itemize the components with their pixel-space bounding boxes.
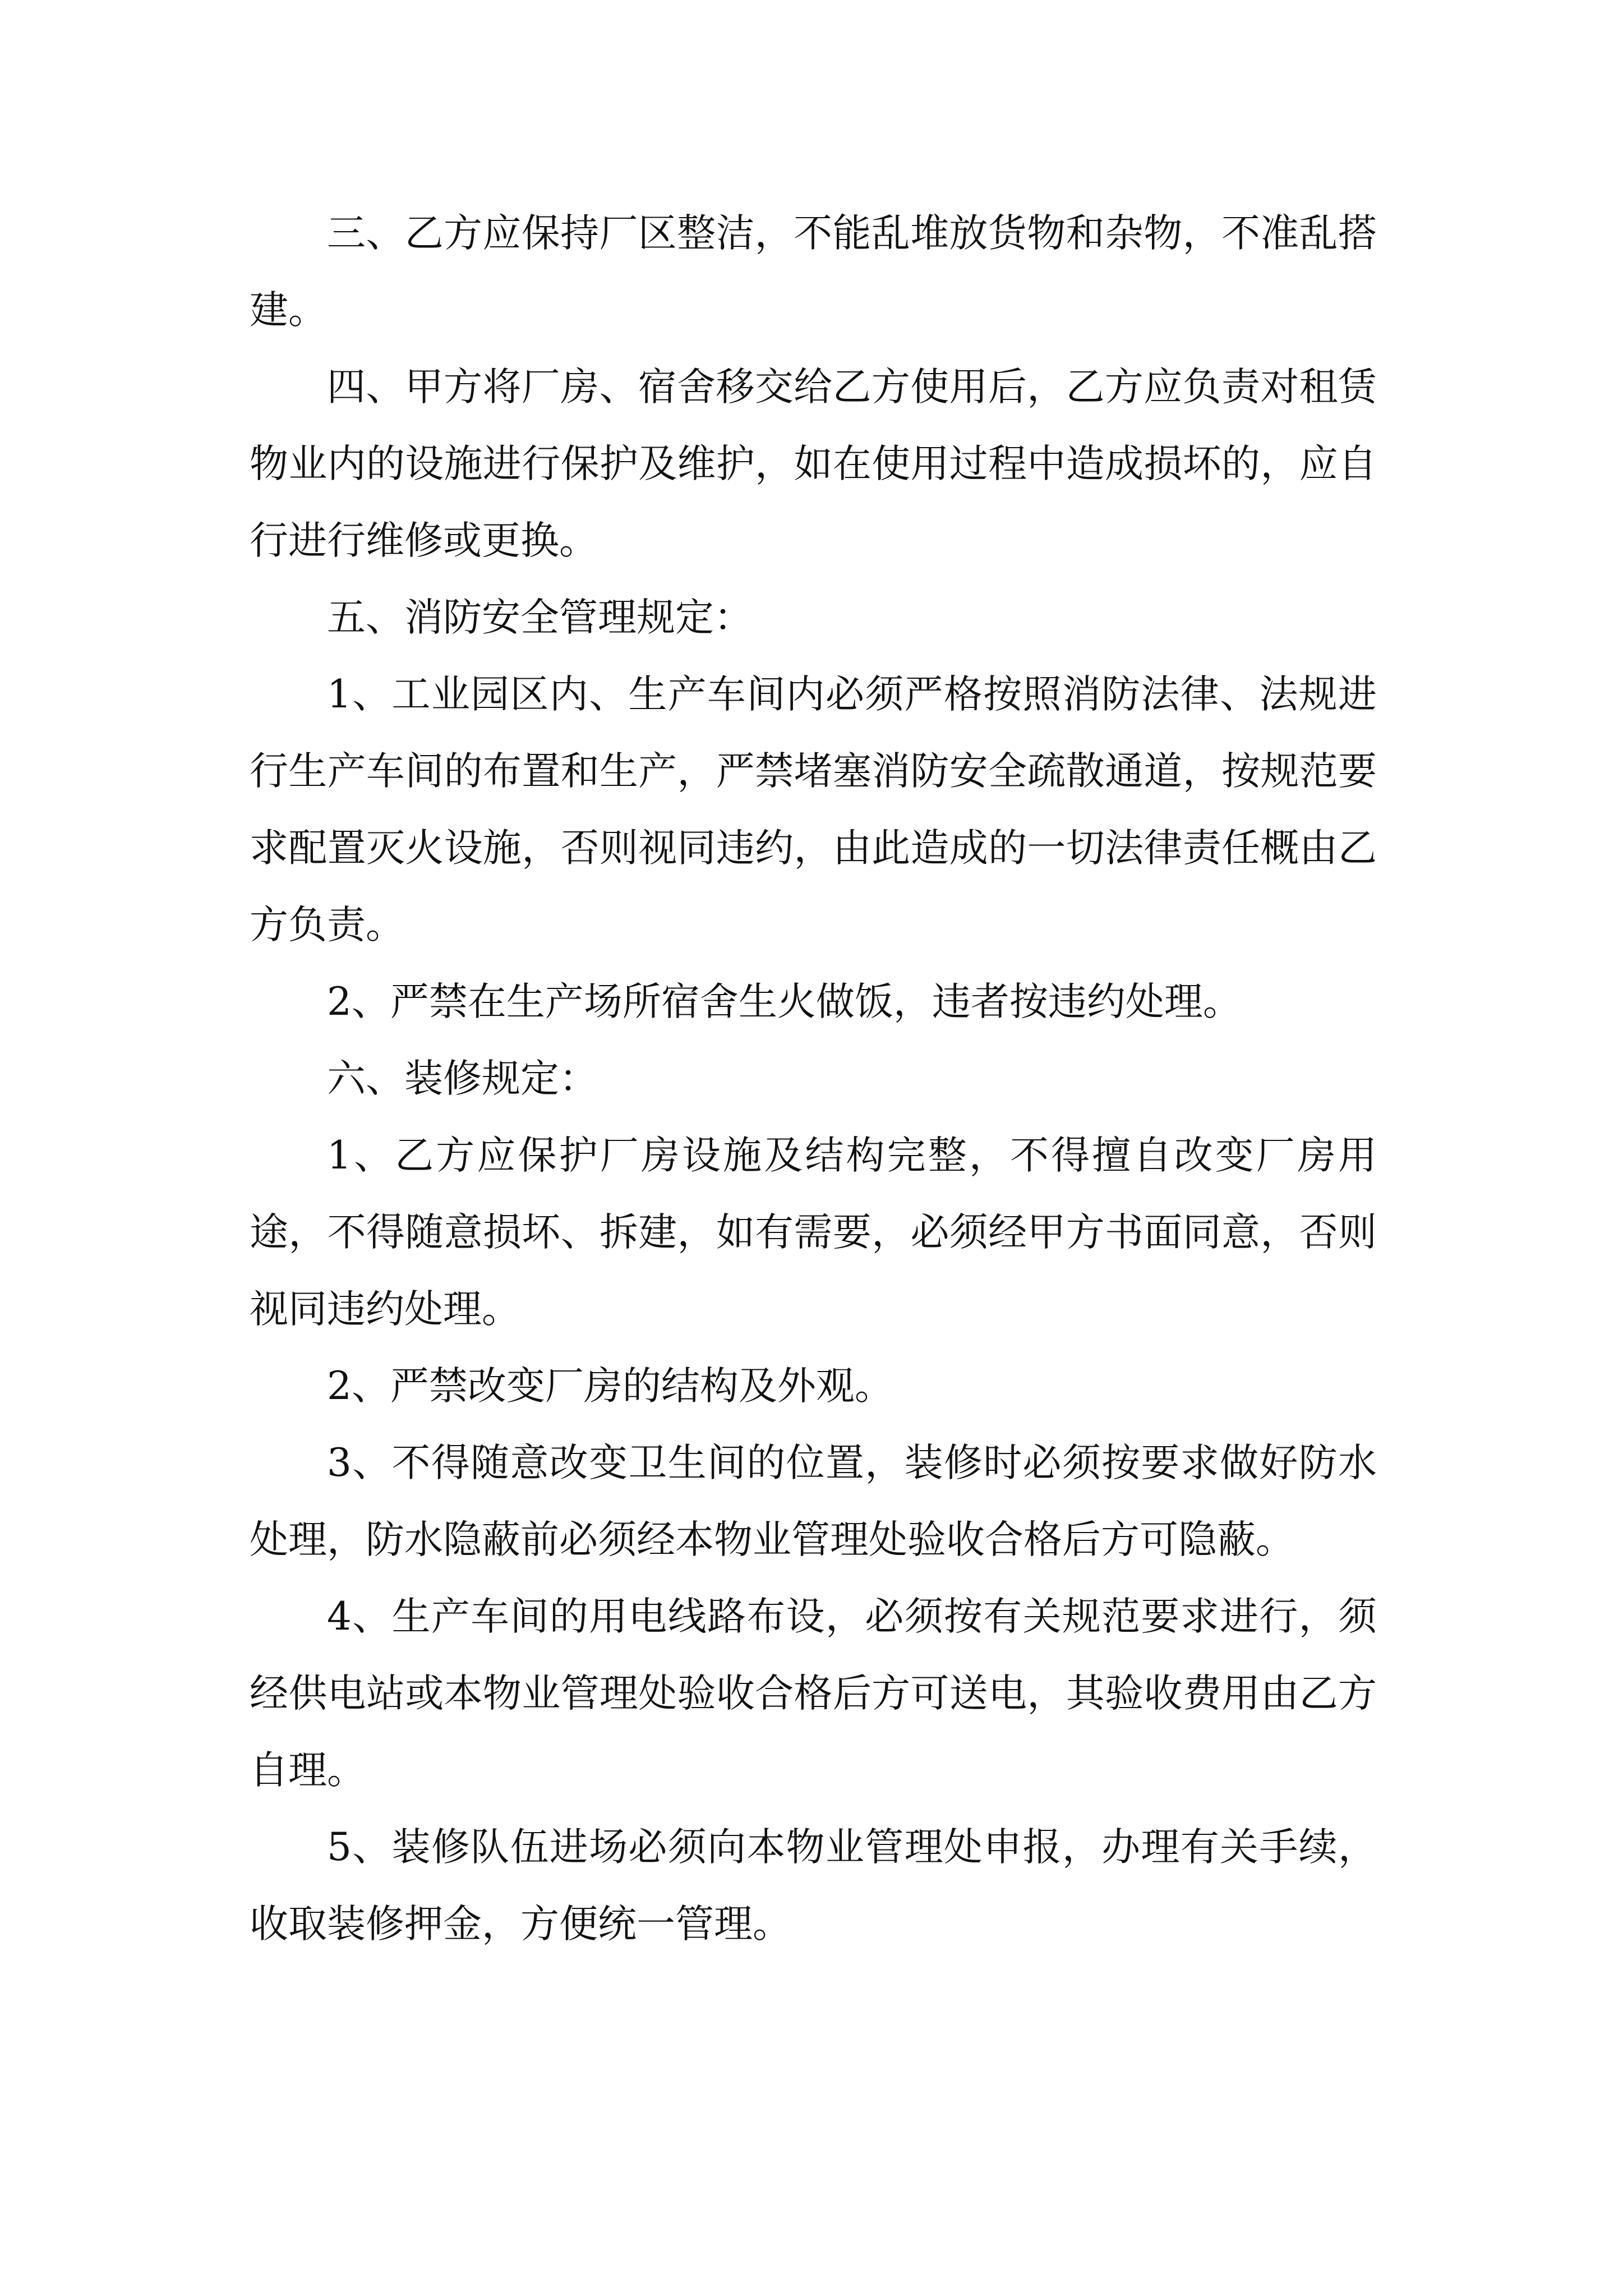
paragraph-fire-safety-2: 2、严禁在生产场所宿舍生火做饭，违者按违约处理。 bbox=[327, 979, 1242, 1024]
heading-fire-safety: 五、消防安全管理规定： bbox=[327, 595, 753, 640]
paragraph-clause-4: 四、甲方将厂房、宿舍移交给乙方使用后，乙方应负责对租赁物业内的设施进行保护及维护，如在使用过程中造成损坏的，应自行进行维修或更换。 bbox=[250, 365, 1377, 563]
heading-renovation: 六、装修规定： bbox=[327, 1056, 598, 1101]
paragraph-renovation-5: 5、装修队伍进场必须向本物业管理处申报，办理有关手续，收取装修押金，方便统一管理。 bbox=[250, 1825, 1377, 1947]
paragraph-fire-safety-1: 1、工业园区内、生产车间内必须严格按照消防法律、法规进行生产车间的布置和生产，严禁堵塞消防安全疏散通道，按规范要求配置灭火设施，否则视同违约，由此造成的一切法律责任概由乙方负责。 bbox=[250, 672, 1377, 947]
paragraph-renovation-3: 3、不得随意改变卫生间的位置，装修时必须按要求做好防水处理，防水隐蔽前必须经本物业管理处验收合格后方可隐蔽。 bbox=[250, 1441, 1377, 1562]
paragraph-clause-3: 三、乙方应保持厂区整洁，不能乱堆放货物和杂物，不准乱搭建。 bbox=[250, 211, 1377, 333]
paragraph-renovation-4: 4、生产车间的用电线路布设，必须按有关规范要求进行，须经供电站或本物业管理处验收合格后方可送电，其验收费用由乙方自理。 bbox=[250, 1594, 1377, 1793]
document-body bbox=[250, 195, 1377, 1963]
paragraph-renovation-1: 1、乙方应保护厂房设施及结构完整，不得擅自改变厂房用途，不得随意损坏、拆建，如有需要，必须经甲方书面同意，否则视同违约处理。 bbox=[250, 1133, 1377, 1332]
paragraph-renovation-2: 2、严禁改变厂房的结构及外观。 bbox=[327, 1364, 893, 1409]
